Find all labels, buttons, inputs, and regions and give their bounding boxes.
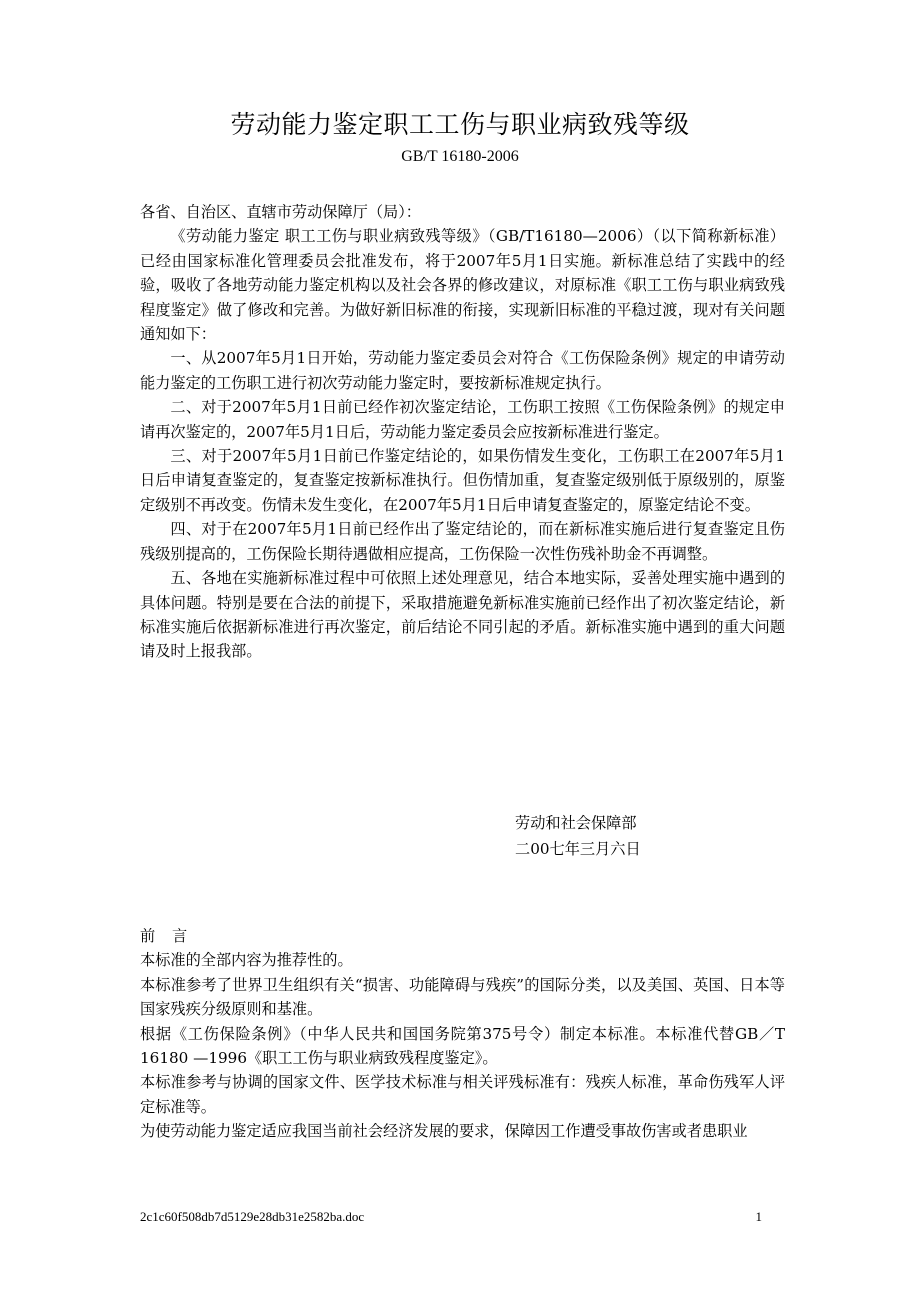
preface-heading: 前 言 bbox=[140, 927, 194, 945]
notice-letter bbox=[140, 200, 785, 664]
letter-intro: 《劳动能力鉴定 职工工伤与职业病致残等级》（GB/T16180—2006）（以下简称新标准）已经由国家标准化管理委员会批准发布，将于2007年5月1日实施。新标准总结了实践中的经验，吸收了各地劳动能力鉴定机构以及社会各界的修改建议，对原标准《职工工伤与职业病致残程度鉴定》做了修改和完善。为做好新旧标准的衔接，实现新旧标准的平稳过渡，现对有关问题通知如下： bbox=[140, 227, 785, 344]
document-title: 劳动能力鉴定职工工伤与职业病致残等级 bbox=[230, 110, 690, 139]
preface-paragraph: 本标准参考了世界卫生组织有关“损害、功能障碍与残疾”的国际分类，以及美国、英国、日本等国家残疾分级原则和基准。 bbox=[140, 975, 785, 1019]
preface-paragraph: 根据《工伤保险条例》（中华人民共和国国务院第375号令）制定本标准。本标准代替GB／T 16180 —1996《职工工伤与职业病致残程度鉴定》。 bbox=[140, 1024, 785, 1068]
footer-page-number: 1 bbox=[755, 1209, 762, 1224]
signature-org: 劳动和社会保障部 bbox=[515, 814, 637, 832]
footer-filename: 2c1c60f508db7d5129e28db31e2582ba.doc bbox=[140, 1209, 365, 1224]
letter-item-4: 四、对于在2007年5月1日前已经作出了鉴定结论的，而在新标准实施后进行复查鉴定且伤残级别提高的，工伤保险长期待遇做相应提高，工伤保险一次性伤残补助金不再调整。 bbox=[140, 520, 785, 563]
letter-item-1: 一、从2007年5月1日开始，劳动能力鉴定委员会对符合《工伤保险条例》规定的申请劳动能力鉴定的工伤职工进行初次劳动能力鉴定时，要按新标准规定执行。 bbox=[140, 349, 785, 392]
preface-section bbox=[140, 924, 785, 1144]
letter-salutation: 各省、自治区、直辖市劳动保障厅（局）： bbox=[140, 203, 421, 221]
letter-signature bbox=[515, 810, 641, 862]
letter-item-3: 三、对于2007年5月1日前已作鉴定结论的，如果伤情发生变化，工伤职工在2007年5月1日后申请复查鉴定的，复查鉴定按新标准执行。但伤情加重，复查鉴定级别低于原级别的，原鉴定级别不再改变。伤情未发生变化，在2007年5月1日后申请复查鉴定的，原鉴定结论不变。 bbox=[140, 447, 785, 514]
preface-paragraph: 为使劳动能力鉴定适应我国当前社会经济发展的要求，保障因工作遭受事故伤害或者患职业 bbox=[140, 1122, 748, 1141]
standard-code: GB/T 16180-2006 bbox=[401, 148, 519, 165]
letter-item-5: 五、各地在实施新标准过程中可依照上述处理意见，结合本地实际，妥善处理实施中遇到的具体问题。特别是要在合法的前提下，采取措施避免新标准实施前已经作出了初次鉴定结论，新标准实施后依据新标准进行再次鉴定，前后结论不同引起的矛盾。新标准实施中遇到的重大问题请及时上报我部。 bbox=[140, 569, 785, 661]
preface-paragraph: 本标准参考与协调的国家文件、医学技术标准与相关评残标准有：残疾人标准，革命伤残军人评定标准等。 bbox=[140, 1073, 785, 1116]
signature-date: 二00七年三月六日 bbox=[515, 840, 641, 858]
letter-item-2: 二、对于2007年5月1日前已经作初次鉴定结论，工伤职工按照《工伤保险条例》的规定申请再次鉴定的，2007年5月1日后，劳动能力鉴定委员会应按新标准进行鉴定。 bbox=[140, 398, 785, 441]
preface-paragraph: 本标准的全部内容为推荐性的。 bbox=[140, 951, 353, 970]
